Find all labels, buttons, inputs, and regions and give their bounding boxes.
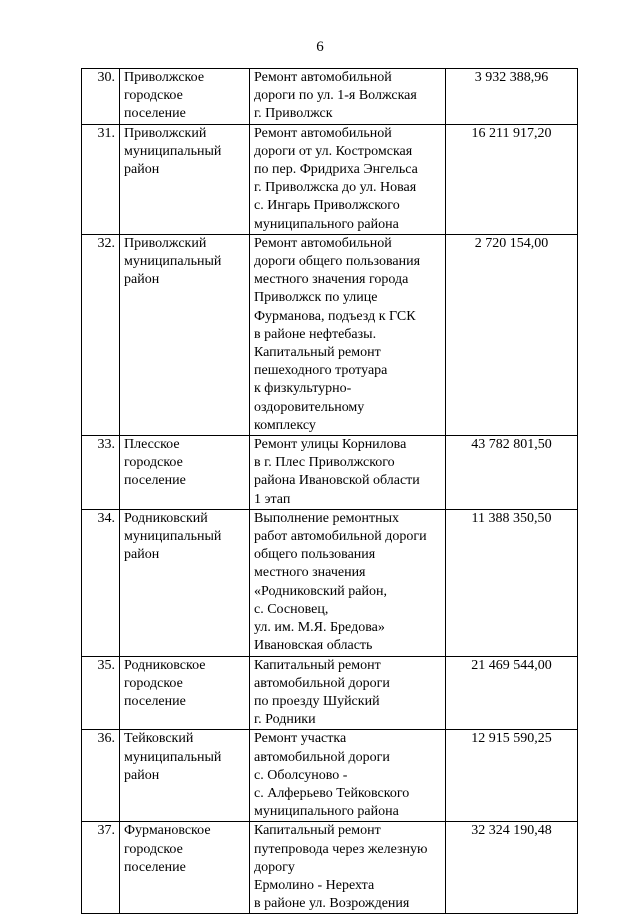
table-row: [82, 656, 578, 730]
funding-table: [81, 68, 578, 914]
description-cell: Ремонт автомобильной дороги по ул. 1-я Волжская г. Приволжск: [250, 69, 446, 125]
recipient-cell: Родниковский муниципальный район: [120, 509, 250, 656]
description-cell: Ремонт автомобильной дороги общего пользования местного значения города Приволжск по улице Фурманова, подъезд к ГСК в районе нефтебазы. Капитальный ремонт пешеходного тротуара к физкультурно- оздоровительному комплексу: [250, 234, 446, 435]
description-cell: Выполнение ремонтных работ автомобильной дороги общего пользования местного значения «Родниковский район, с. Сосновец, ул. им. М.Я. Бредова» Ивановская область: [250, 509, 446, 656]
amount-cell: 21 469 544,00: [446, 656, 578, 730]
row-number: 35.: [82, 656, 120, 730]
page-number: 6: [316, 39, 324, 55]
recipient-cell: Тейковский муниципальный район: [120, 730, 250, 822]
amount-cell: 11 388 350,50: [446, 509, 578, 656]
recipient-cell: Приволжский муниципальный район: [120, 234, 250, 435]
description-cell: Капитальный ремонт автомобильной дороги по проезду Шуйский г. Родники: [250, 656, 446, 730]
table-row: [82, 730, 578, 822]
description-cell: Ремонт улицы Корнилова в г. Плес Приволжского района Ивановской области 1 этап: [250, 436, 446, 510]
amount-cell: 16 211 917,20: [446, 124, 578, 234]
row-number: 32.: [82, 234, 120, 435]
table-row: [82, 124, 578, 234]
row-number: 33.: [82, 436, 120, 510]
amount-cell: 43 782 801,50: [446, 436, 578, 510]
row-number: 34.: [82, 509, 120, 656]
recipient-cell: Фурмановское городское поселение: [120, 822, 250, 914]
description-cell: Капитальный ремонт путепровода через железную дорогу Ермолино - Нерехта в районе ул. Возрождения: [250, 822, 446, 914]
row-number: 37.: [82, 822, 120, 914]
recipient-cell: Приволжское городское поселение: [120, 69, 250, 125]
amount-cell: 2 720 154,00: [446, 234, 578, 435]
table-row: [82, 234, 578, 435]
table-row: [82, 69, 578, 125]
recipient-cell: Приволжский муниципальный район: [120, 124, 250, 234]
recipient-cell: Плесское городское поселение: [120, 436, 250, 510]
table-row: [82, 822, 578, 914]
row-number: 30.: [82, 69, 120, 125]
table-row: [82, 509, 578, 656]
recipient-cell: Родниковское городское поселение: [120, 656, 250, 730]
description-cell: Ремонт участка автомобильной дороги с. Оболсуново - с. Алферьево Тейковского муниципального района: [250, 730, 446, 822]
amount-cell: 12 915 590,25: [446, 730, 578, 822]
description-cell: Ремонт автомобильной дороги от ул. Костромская по пер. Фридриха Энгельса г. Приволжска до ул. Новая с. Ингарь Приволжского муниципального района: [250, 124, 446, 234]
amount-cell: 3 932 388,96: [446, 69, 578, 125]
row-number: 36.: [82, 730, 120, 822]
table-row: [82, 436, 578, 510]
amount-cell: 32 324 190,48: [446, 822, 578, 914]
row-number: 31.: [82, 124, 120, 234]
